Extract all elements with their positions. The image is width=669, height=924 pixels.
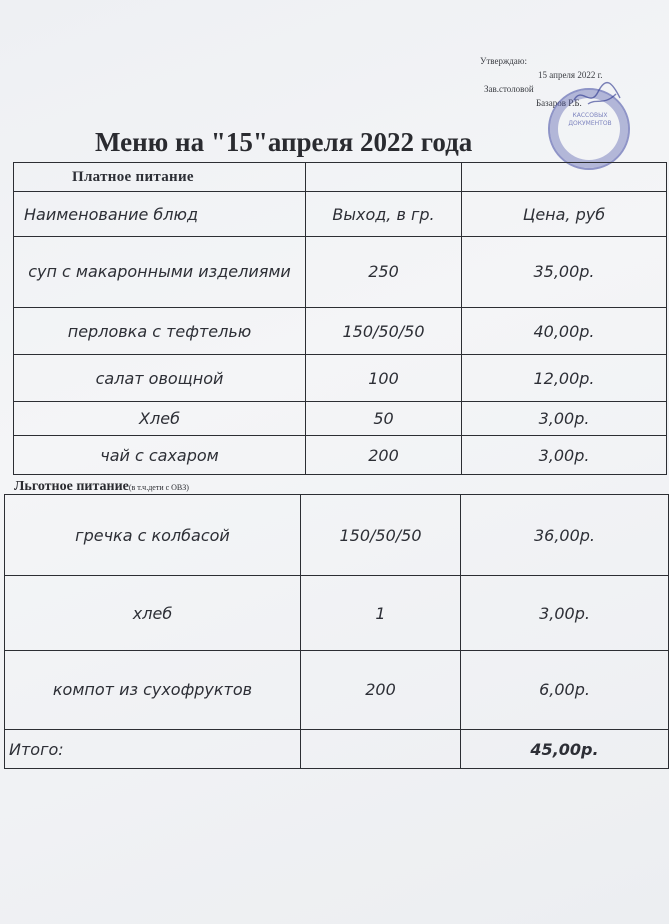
table-row	[5, 576, 669, 651]
header-price: Цена, руб	[462, 192, 667, 237]
approval-date: 15 апреля 2022 г.	[538, 69, 603, 80]
empty-cell	[301, 730, 461, 769]
paid-section-header	[14, 163, 667, 192]
dish-price: 35,00р.	[462, 237, 667, 308]
dish-portion: 250	[306, 237, 462, 308]
dish-price: 12,00р.	[462, 355, 667, 402]
table-row	[14, 436, 667, 475]
dish-name: салат овощной	[14, 355, 306, 402]
stamp-text: КАССОВЫХ ДОКУМЕНТОВ	[568, 112, 612, 127]
dish-price: 3,00р.	[462, 402, 667, 436]
benefit-title-text: Льготное питание	[14, 479, 129, 494]
total-value: 45,00р.	[461, 730, 669, 769]
table-row	[5, 651, 669, 730]
dish-portion: 150/50/50	[306, 308, 462, 355]
dish-name: Хлеб	[14, 402, 306, 436]
dish-name: хлеб	[5, 576, 301, 651]
table-row	[14, 308, 667, 355]
benefit-section-title	[14, 479, 189, 495]
dish-name: чай с сахаром	[14, 436, 306, 475]
total-row	[5, 730, 669, 769]
header-portion: Выход, в гр.	[306, 192, 462, 237]
header-dish-name: Наименование блюд	[14, 192, 306, 237]
dish-name: гречка с колбасой	[5, 495, 301, 576]
benefit-menu-table	[4, 494, 669, 769]
dish-portion: 1	[301, 576, 461, 651]
empty-cell	[306, 163, 462, 192]
empty-cell	[462, 163, 667, 192]
page-title: Меню на "15"апреля 2022 года	[95, 127, 473, 157]
dish-name: компот из сухофруктов	[5, 651, 301, 730]
paid-section-title: Платное питание	[14, 163, 306, 192]
approval-position: Зав.столовой	[484, 83, 534, 94]
dish-price: 40,00р.	[462, 308, 667, 355]
approval-signer: Базаров Р.Б.	[536, 97, 582, 108]
table-row	[14, 237, 667, 308]
dish-portion: 150/50/50	[301, 495, 461, 576]
total-label: Итого:	[5, 730, 301, 769]
dish-portion: 100	[306, 355, 462, 402]
dish-price: 36,00р.	[461, 495, 669, 576]
column-headers	[14, 192, 667, 237]
dish-price: 3,00р.	[461, 576, 669, 651]
table-row	[14, 355, 667, 402]
dish-price: 3,00р.	[462, 436, 667, 475]
dish-portion: 200	[306, 436, 462, 475]
paid-menu-table	[13, 162, 667, 475]
dish-name: перловка с тефтелью	[14, 308, 306, 355]
approval-label: Утверждаю:	[480, 56, 528, 66]
dish-portion: 50	[306, 402, 462, 436]
benefit-note: (в т.ч.дети с ОВЗ)	[128, 483, 189, 492]
dish-name: суп с макаронными изделиями	[14, 237, 306, 308]
table-row	[5, 495, 669, 576]
signature-scribble	[568, 78, 628, 114]
table-row	[14, 402, 667, 436]
dish-portion: 200	[301, 651, 461, 730]
dish-price: 6,00р.	[461, 651, 669, 730]
